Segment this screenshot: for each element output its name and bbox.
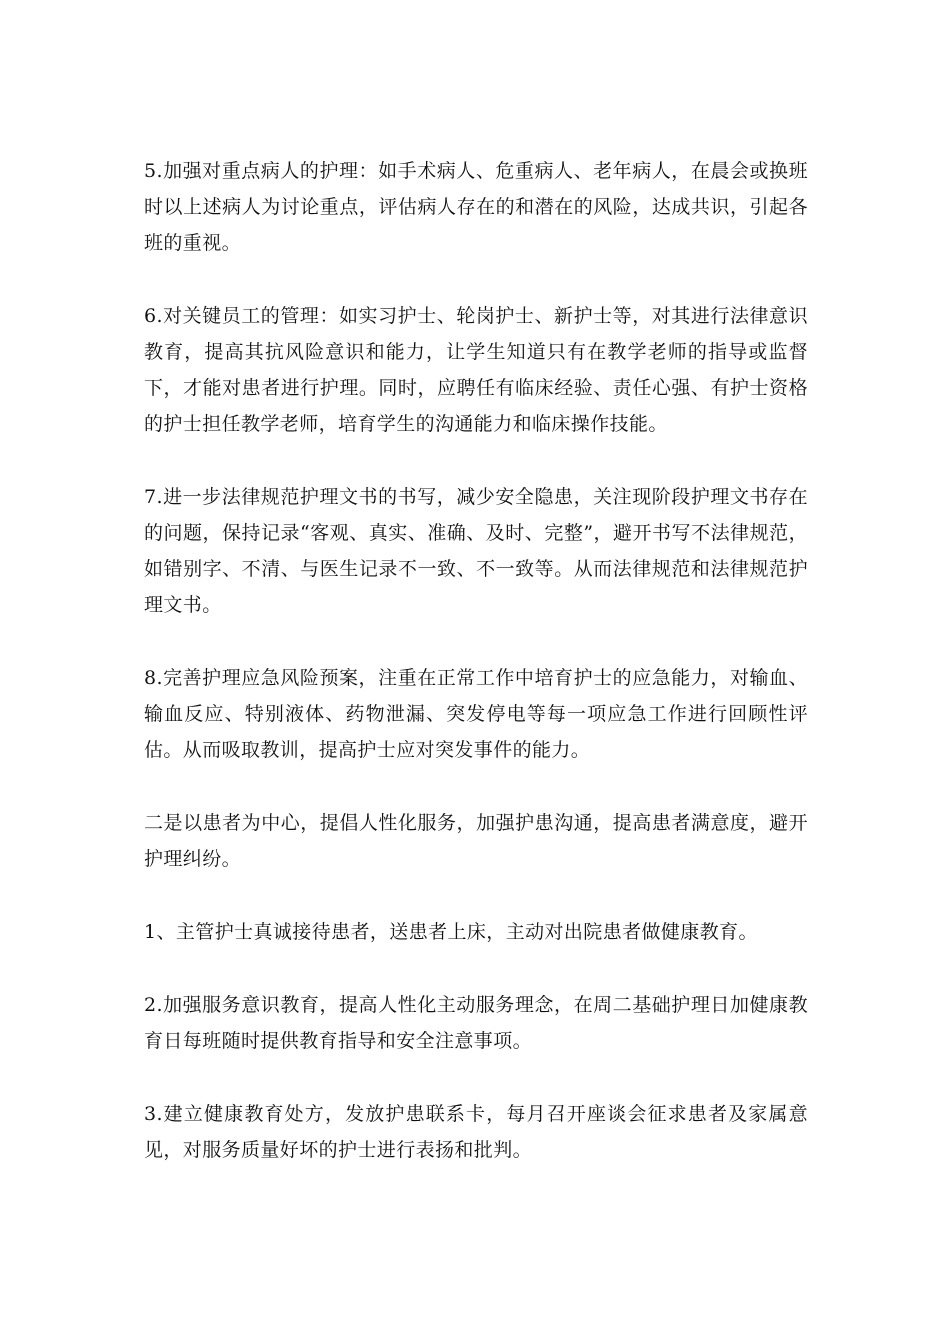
paragraph-item-3: 3.建立健康教育处方，发放护患联系卡，每月召开座谈会征求患者及家属意见，对服务质量好坏的护士进行表扬和批判。 bbox=[144, 1103, 808, 1161]
document-body bbox=[144, 153, 808, 1205]
paragraph-item-1: 1、主管护士真诚接待患者，送患者上床，主动对出院患者做健康教育。 bbox=[144, 921, 758, 943]
paragraph-item-6: 6.对关键员工的管理：如实习护士、轮岗护士、新护士等，对其进行法律意识教育，提高其抗风险意识和能力，让学生知道只有在教学老师的指导或监督下，才能对患者进行护理。同时，应聘任有临床经验、责任心强、有护士资格的护士担任教学老师，培育学生的沟通能力和临床操作技能。 bbox=[144, 305, 808, 435]
paragraph-item-8: 8.完善护理应急风险预案，注重在正常工作中培育护士的应急能力，对输血、输血反应、特别液体、药物泄漏、突发停电等每一项应急工作进行回顾性评估。从而吸取教训，提高护士应对突发事件的能力。 bbox=[144, 667, 808, 761]
paragraph-item-7: 7.进一步法律规范护理文书的书写，减少安全隐患，关注现阶段护理文书存在的问题，保持记录“客观、真实、准确、及时、完整”，避开书写不法律规范，如错别字、不清、与医生记录不一致、不一致等。从而法律规范和法律规范护理文书。 bbox=[144, 486, 808, 616]
section-heading-two: 二是以患者为中心，提倡人性化服务，加强护患沟通，提高患者满意度，避开护理纠纷。 bbox=[144, 812, 808, 870]
paragraph-item-2: 2.加强服务意识教育，提高人性化主动服务理念，在周二基础护理日加健康教育日每班随时提供教育指导和安全注意事项。 bbox=[144, 994, 808, 1052]
paragraph-item-5: 5.加强对重点病人的护理：如手术病人、危重病人、老年病人，在晨会或换班时以上述病人为讨论重点，评估病人存在的和潜在的风险，达成共识，引起各班的重视。 bbox=[144, 160, 808, 254]
